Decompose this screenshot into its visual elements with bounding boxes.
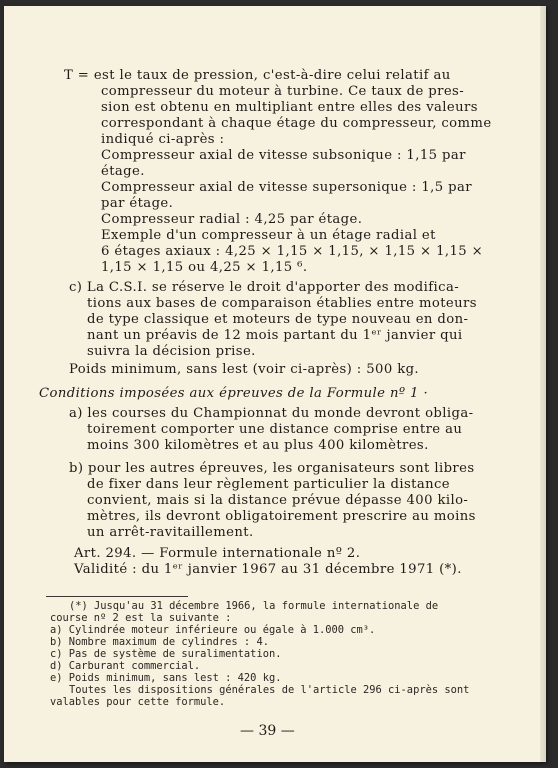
text-line: 1,15 × 1,15 ou 4,25 × 1,15 ⁶. bbox=[101, 260, 308, 275]
conditions-heading: Conditions imposées aux épreuves de la Formule nº 1 · bbox=[39, 386, 429, 401]
text-line: sion est obtenu en multipliant entre elles des valeurs bbox=[101, 100, 478, 115]
text-line: Compresseur axial de vitesse subsonique : 1,15 par bbox=[101, 148, 466, 163]
page-edge-shadow bbox=[540, 6, 546, 762]
footnote-line: b) Nombre maximum de cylindres : 4. bbox=[50, 636, 269, 648]
text-line: 6 étages axiaux : 4,25 × 1,15 × 1,15, × 1,15 × 1,15 × bbox=[101, 244, 484, 259]
footnote-rule bbox=[46, 596, 188, 597]
footnote-line: Toutes les dispositions générales de l'article 296 ci-après sont bbox=[69, 684, 470, 696]
footnote-line: (*) Jusqu'au 31 décembre 1966, la formule internationale de bbox=[69, 600, 439, 612]
footnote-line: d) Carburant commercial. bbox=[50, 660, 201, 672]
text-line: a) les courses du Championnat du monde devront obliga- bbox=[69, 406, 474, 421]
page-number: — 39 — bbox=[240, 723, 295, 739]
validity-line: Validité : du 1ᵉʳ janvier 1967 au 31 décembre 1971 (*). bbox=[74, 562, 462, 577]
text-line: suivra la décision prise. bbox=[87, 344, 256, 359]
text-line: correspondant à chaque étage du compresseur, comme bbox=[101, 116, 492, 131]
document-page bbox=[4, 6, 546, 762]
text-line: Compresseur axial de vitesse supersonique : 1,5 par bbox=[101, 180, 472, 195]
text-line: T = est le taux de pression, c'est-à-dire celui relatif au bbox=[64, 68, 451, 83]
footnote-line: course nº 2 est la suivante : bbox=[50, 612, 232, 624]
text-line: par étage. bbox=[101, 196, 174, 211]
poids-line: Poids minimum, sans lest (voir ci-après) : 500 kg. bbox=[69, 362, 420, 377]
text-line: tions aux bases de comparaison établies entre moteurs bbox=[87, 296, 477, 311]
text-line: étage. bbox=[101, 164, 145, 179]
text-line: mètres, ils devront obligatoirement prescrire au moins bbox=[87, 509, 476, 524]
footnote-line: c) Pas de système de suralimentation. bbox=[50, 648, 282, 660]
text-line: de type classique et moteurs de type nouveau en don- bbox=[87, 312, 469, 327]
text-line: Exemple d'un compresseur à un étage radial et bbox=[101, 228, 436, 243]
text-line: indiqué ci-après : bbox=[101, 132, 225, 147]
article-heading: Art. 294. — Formule internationale nº 2. bbox=[74, 546, 361, 561]
text-line: b) pour les autres épreuves, les organisateurs sont libres bbox=[69, 461, 475, 476]
text-line: compresseur du moteur à turbine. Ce taux de pres- bbox=[101, 84, 465, 99]
footnote-line: a) Cylindrée moteur inférieure ou égale à 1.000 cm³. bbox=[50, 624, 376, 636]
text-line: un arrêt-ravitaillement. bbox=[87, 525, 254, 540]
text-line: Compresseur radial : 4,25 par étage. bbox=[101, 212, 363, 227]
text-line: convient, mais si la distance prévue dépasse 400 kilo- bbox=[87, 493, 469, 508]
footnote-line: e) Poids minimum, sans lest : 420 kg. bbox=[50, 672, 282, 684]
footnote-line: valables pour cette formule. bbox=[50, 696, 226, 708]
text-line: c) La C.S.I. se réserve le droit d'apporter des modifica- bbox=[69, 280, 460, 295]
text-line: nant un préavis de 12 mois partant du 1ᵉʳ janvier qui bbox=[87, 328, 463, 343]
text-line: moins 300 kilomètres et au plus 400 kilomètres. bbox=[87, 438, 429, 453]
text-line: de fixer dans leur règlement particulier la distance bbox=[87, 477, 450, 492]
text-line: toirement comporter une distance comprise entre au bbox=[87, 422, 463, 437]
